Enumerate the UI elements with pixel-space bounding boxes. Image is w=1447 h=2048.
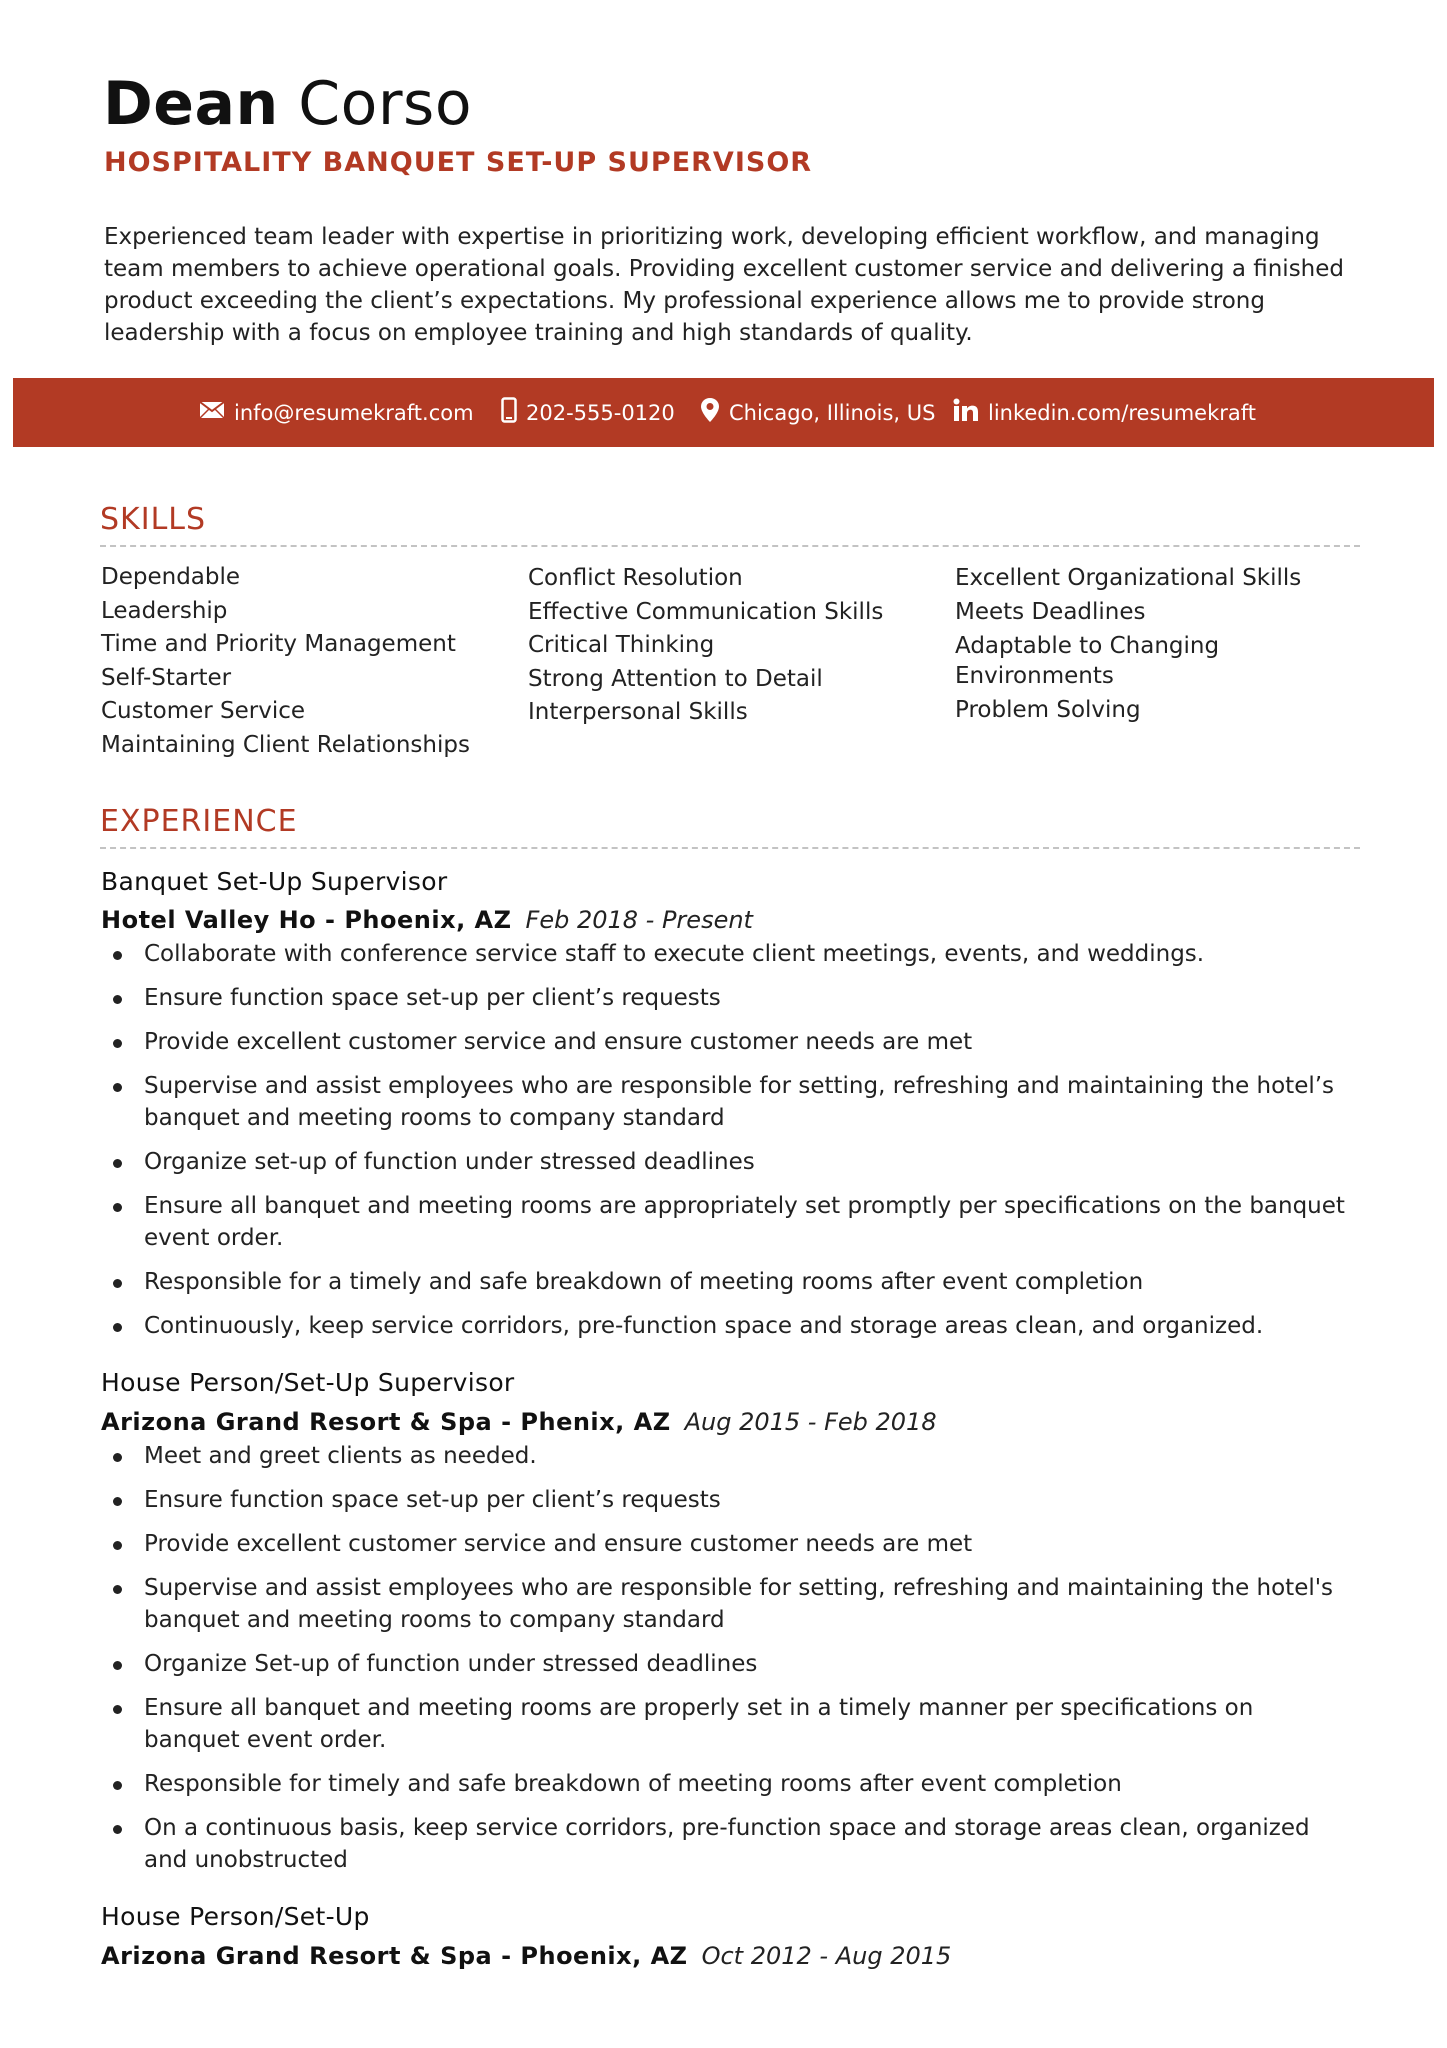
job-3-dates: Oct 2012 - Aug 2015	[701, 1942, 952, 1970]
skill-item: Effective Communication Skills	[528, 598, 884, 625]
skill-item: Critical Thinking	[528, 632, 715, 658]
job-1-company: Hotel Valley Ho - Phoenix, AZ	[101, 906, 512, 934]
job-1-title: Banquet Set-Up Supervisor	[101, 867, 448, 896]
email-text: info@resumekraft.com	[234, 400, 474, 425]
list-item: Supervise and assist employees who are responsible for setting, refreshing and maintaining the hotel's banquet and meeting rooms to company standard	[101, 1572, 1351, 1636]
mobile-phone-icon	[501, 397, 526, 428]
linkedin-icon	[953, 398, 988, 427]
skill-item: Maintaining Client Relationships	[101, 731, 470, 758]
skills-column-2	[528, 562, 883, 730]
skill-item: Customer Service	[101, 698, 306, 724]
skill-item: Leadership	[101, 597, 228, 624]
job-2-company: Arizona Grand Resort & Spa - Phenix, AZ	[101, 1408, 671, 1436]
phone-text: 202-555-0120	[526, 400, 675, 425]
job-3-subheader	[101, 1939, 951, 1973]
contact-linkedin[interactable]	[953, 378, 1256, 447]
job-2-dates: Aug 2015 - Feb 2018	[684, 1408, 937, 1436]
list-item: Continuously, keep service corridors, pre-function space and storage areas clean, and organized.	[101, 1310, 1351, 1342]
contact-email[interactable]	[199, 378, 474, 447]
skill-item: Problem Solving	[955, 697, 1141, 723]
skills-column-3	[955, 562, 1302, 728]
linkedin-text: linkedin.com/resumekraft	[988, 400, 1257, 425]
list-item: Provide excellent customer service and ensure customer needs are met	[101, 1026, 1351, 1058]
skill-item: Excellent Organizational Skills	[955, 565, 1302, 591]
candidate-name	[103, 64, 472, 144]
list-item: Supervise and assist employees who are responsible for setting, refreshing and maintaining the hotel’s banquet and meeting rooms to company standard	[101, 1070, 1351, 1134]
job-3-company: Arizona Grand Resort & Spa - Phoenix, AZ	[101, 1942, 688, 1970]
location-text: Chicago, Illinois, US	[729, 400, 936, 425]
job-title-heading: HOSPITALITY BANQUET SET-UP SUPERVISOR	[104, 147, 813, 178]
skill-item: Conflict Resolution	[528, 565, 743, 591]
skills-divider	[100, 545, 1360, 547]
location-pin-icon	[700, 397, 729, 428]
skill-item: Interpersonal Skills	[528, 699, 748, 725]
skill-item: Adaptable to Changing Environments	[955, 633, 1220, 689]
first-name: Dean	[103, 69, 279, 139]
list-item: Ensure all banquet and meeting rooms are appropriately set promptly per specifications on the banquet event order.	[101, 1190, 1351, 1254]
list-item: Responsible for a timely and safe breakdown of meeting rooms after event completion	[101, 1266, 1351, 1298]
contact-phone[interactable]	[501, 378, 675, 447]
list-item: Ensure all banquet and meeting rooms are properly set in a timely manner per specifications on banquet event order.	[101, 1692, 1351, 1756]
skill-item: Meets Deadlines	[955, 598, 1146, 625]
job-2-responsibilities	[101, 1440, 1351, 1888]
skill-item: Self-Starter	[101, 664, 232, 691]
list-item: Organize set-up of function under stressed deadlines	[101, 1146, 1351, 1178]
last-name: Corso	[298, 69, 473, 139]
list-item: On a continuous basis, keep service corridors, pre-function space and storage areas clean, organized and unobstructed	[101, 1812, 1351, 1876]
job-1-dates: Feb 2018 - Present	[525, 906, 753, 934]
skill-item: Strong Attention to Detail	[528, 665, 823, 692]
experience-heading: EXPERIENCE	[100, 804, 298, 839]
job-1-subheader	[101, 903, 753, 937]
list-item: Responsible for timely and safe breakdown of meeting rooms after event completion	[101, 1768, 1351, 1800]
list-item: Organize Set-up of function under stressed deadlines	[101, 1648, 1351, 1680]
job-2-title: House Person/Set-Up Supervisor	[101, 1368, 515, 1397]
job-2-subheader	[101, 1405, 937, 1439]
job-1-responsibilities	[101, 938, 1351, 1354]
list-item: Meet and greet clients as needed.	[101, 1440, 1351, 1472]
contact-bar	[13, 378, 1434, 447]
skill-item: Time and Priority Management	[101, 631, 456, 657]
experience-divider	[100, 847, 1360, 849]
skills-column-1	[101, 561, 470, 762]
list-item: Ensure function space set-up per client’s requests	[101, 982, 1351, 1014]
job-3-title: House Person/Set-Up	[101, 1902, 370, 1931]
list-item: Provide excellent customer service and ensure customer needs are met	[101, 1528, 1351, 1560]
skill-item: Dependable	[101, 564, 241, 590]
list-item: Ensure function space set-up per client’s requests	[101, 1484, 1351, 1516]
contact-location	[700, 378, 935, 447]
skills-heading: SKILLS	[100, 502, 207, 537]
professional-summary: Experienced team leader with expertise in prioritizing work, developing efficient workflow, and managing team members to achieve operational goals. Providing excellent customer service and delivering a finished product exceeding the client’s expectations. My professional experience allows me to provide strong leadership with a focus on employee training and high standards of quality.	[104, 224, 1345, 346]
envelope-icon	[199, 400, 234, 425]
list-item: Collaborate with conference service staff to execute client meetings, events, and weddings.	[101, 938, 1351, 970]
